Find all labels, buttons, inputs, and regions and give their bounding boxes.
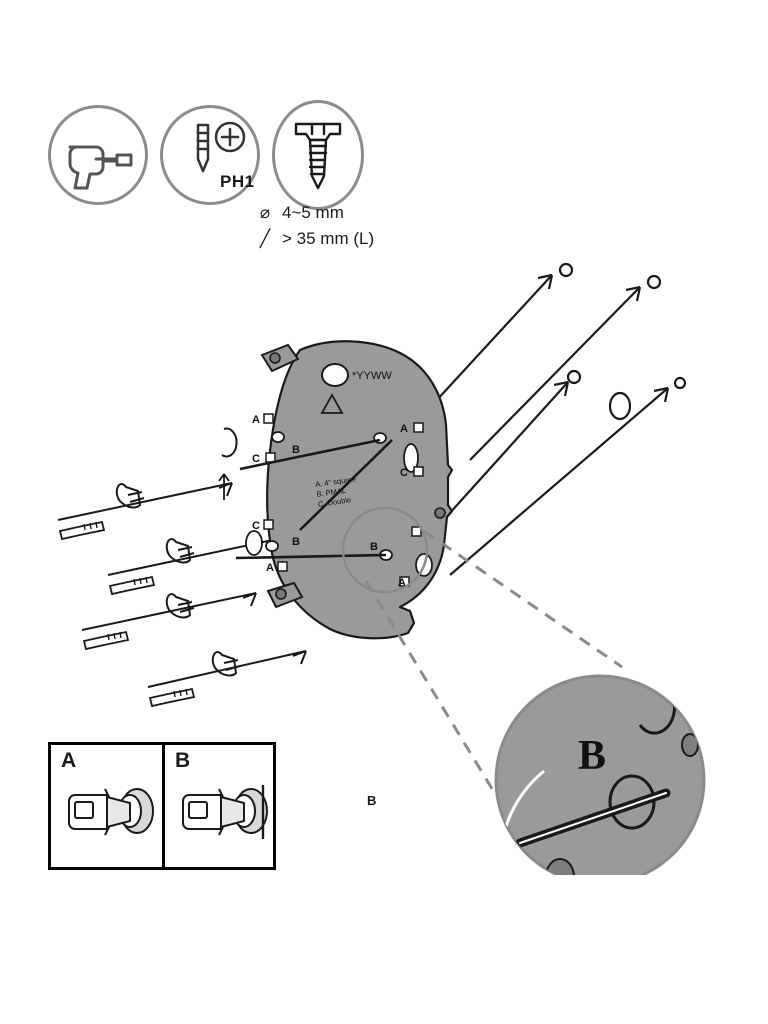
screw-2 [110, 577, 154, 594]
anchor-3 [167, 594, 194, 617]
drill-icon [48, 105, 148, 205]
reference-box [48, 742, 276, 870]
svg-text:B: B [292, 536, 300, 548]
svg-text:C: C [252, 453, 260, 465]
svg-text:C: C [252, 520, 260, 532]
diameter-value: 4~5 mm [282, 203, 344, 222]
length-symbol: ╱ [259, 229, 271, 248]
screw-4 [150, 689, 194, 706]
svg-text:A: A [252, 414, 260, 426]
svg-text:A: A [400, 423, 408, 435]
svg-text:C: C [400, 467, 408, 479]
reference-cell-b [162, 745, 273, 867]
svg-text:A. 4" square: A. 4" square [314, 474, 357, 490]
reference-letter-b: B [175, 749, 191, 772]
reference-letter-a: A [61, 749, 77, 772]
svg-text:B: B [292, 444, 300, 456]
svg-text:B. PMAL: B. PMAL [316, 485, 347, 499]
screw-specs [256, 200, 374, 252]
date-code-label: *YYWW [352, 370, 392, 382]
svg-text:B: B [370, 541, 378, 553]
magnified-letter-b: B [578, 733, 607, 779]
svg-text:C. Double: C. Double [317, 495, 352, 509]
svg-text:A: A [266, 562, 274, 574]
spec-length-row [256, 226, 374, 252]
svg-text:A: A [398, 577, 406, 589]
spec-diameter-row [256, 200, 374, 226]
screw-icon [272, 100, 364, 210]
reference-cell-a [51, 745, 162, 867]
diameter-symbol: ⌀ [259, 203, 271, 222]
length-value: > 35 mm (L) [282, 229, 375, 248]
screw-3 [84, 632, 128, 649]
tools-row [48, 100, 388, 215]
ph1-label: PH1 [220, 172, 255, 191]
screw-1 [60, 522, 104, 539]
callout-letter-b: B [367, 793, 377, 808]
